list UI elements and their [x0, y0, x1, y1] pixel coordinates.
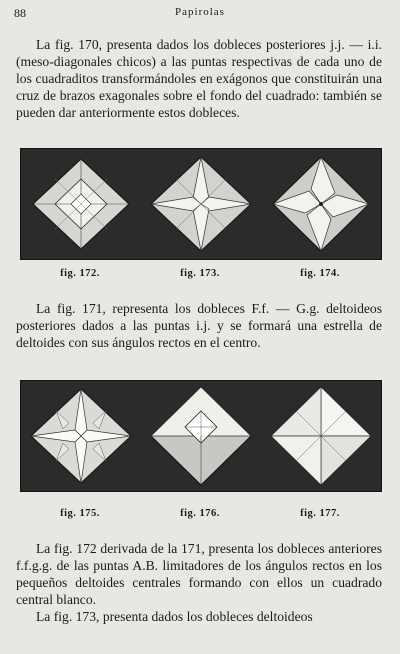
paragraph-fig-173 [16, 608, 382, 625]
paragraph-text: La fig. 173, presenta dados los dobleces deltoideos [36, 609, 313, 624]
figure-caption: fig. 175. [60, 508, 100, 519]
paragraph-text: La fig. 171, representa los dobleces F.f. — G.g. deltoideos posteriores dados a las puntas i.j. y se formará una estrella de deltoides con sus ángulos rectos en el centro. [16, 301, 382, 350]
origami-figure-174 [261, 149, 381, 259]
page-number: 88 [14, 6, 26, 20]
origami-figure-172 [21, 149, 141, 259]
figure-caption: fig. 177. [300, 508, 340, 519]
origami-figure-176 [141, 381, 261, 491]
paragraph-fig-172 [16, 540, 382, 608]
figure-caption: fig. 173. [180, 268, 220, 279]
paragraph-text: La fig. 172 derivada de la 171, presenta los dobleces anteriores f.f.g.g. de las puntas A.B. limitadores de los ángulos rectos en los pequeños deltoides centrales formando con ellos un cuadrado central blanco. [16, 541, 382, 607]
figure-caption: fig. 174. [300, 268, 340, 279]
figure-caption: fig. 172. [60, 268, 100, 279]
figure-plate-1 [20, 148, 382, 260]
paragraph-fig-171 [16, 300, 382, 351]
figure-captions-row-2 [20, 508, 380, 522]
running-title: Papirolas [175, 6, 225, 18]
figure-caption: fig. 176. [180, 508, 220, 519]
origami-figure-175 [21, 381, 141, 491]
figure-captions-row-1 [20, 268, 380, 282]
origami-figure-177 [261, 381, 381, 491]
page-header [14, 6, 386, 22]
figure-plate-2 [20, 380, 382, 492]
origami-figure-173 [141, 149, 261, 259]
paragraph-text: La fig. 170, presenta dados los dobleces posteriores j.j. — i.i. (meso-diagonales chicos) a las puntas respectivas de cada uno de los cuadraditos transformándoles en exágonos que constituirán una cruz de brazos exagonales sobre el fondo del cuadrado: también se pueden dar anteriormente estos dobleces. [16, 37, 382, 120]
paragraph-fig-170 [16, 36, 382, 121]
